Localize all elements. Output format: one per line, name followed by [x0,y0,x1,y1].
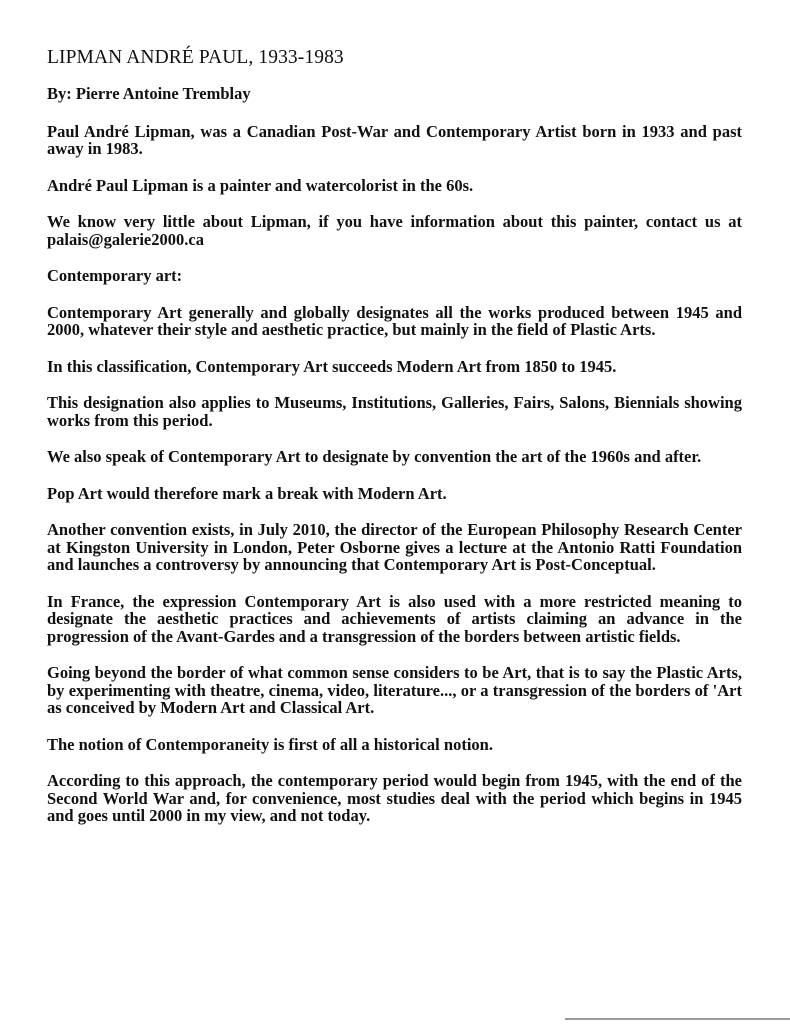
paragraph: In this classification, Contemporary Art succeeds Modern Art from 1850 to 1945. [47,356,617,376]
paragraph: In France, the expression Contemporary Art is also used with a more restricted meaning to designate the aesthetic practices and achievements of artists claiming an advance in the progression of the Avant-Gardes and a transgression of the borders between artistic fields. [47,591,742,646]
paragraph: We also speak of Contemporary Art to designate by convention the art of the 1960s and after. [47,447,702,467]
paragraph: Going beyond the border of what common sense considers to be Art, that is to say the Plastic Arts, by experimenting with theatre, cinema, video, literature..., or a transgression of the borders of 'Art as conceived by Modern Art and Classical Art. [47,663,742,718]
paragraph: Another convention exists, in July 2010, the director of the European Philosophy Research Center at Kingston University in London, Peter Osborne gives a lecture at the Antonio Ratti Foundation and launches a controversy by announcing that Contemporary Art is Post-Conceptual. [47,520,742,575]
section-heading: Contemporary art: [47,266,183,286]
paragraph: Contemporary Art generally and globally designates all the works produced between 1945 and 2000, whatever their style and aesthetic practice, but mainly in the field of Plastic Arts. [47,302,742,340]
paragraph: We know very little about Lipman, if you have information about this painter, contact us at palais@galerie2000.ca [47,212,742,249]
paragraph: This designation also applies to Museums, Institutions, Galleries, Fairs, Salons, Biennials showing works from this period. [47,393,742,430]
document-page [47,46,742,844]
author-byline: By: Pierre Antoine Tremblay [47,84,251,104]
scan-edge-divider [565,1018,790,1020]
paragraph: According to this approach, the contemporary period would begin from 1945, with the end of the Second World War and, for convenience, most studies deal with the period which begins in 1945 and goes until 2000 in my view, and not today. [47,771,742,826]
document-title: LIPMAN ANDRÉ PAUL, 1933-1983 [47,47,344,68]
paragraph: Paul André Lipman, was a Canadian Post-War and Contemporary Artist born in 1933 and past away in 1983. [47,121,742,159]
paragraph: André Paul Lipman is a painter and watercolorist in the 60s. [47,175,474,195]
paragraph: The notion of Contemporaneity is first of all a historical notion. [47,734,493,754]
paragraph: Pop Art would therefore mark a break with Modern Art. [47,483,447,503]
